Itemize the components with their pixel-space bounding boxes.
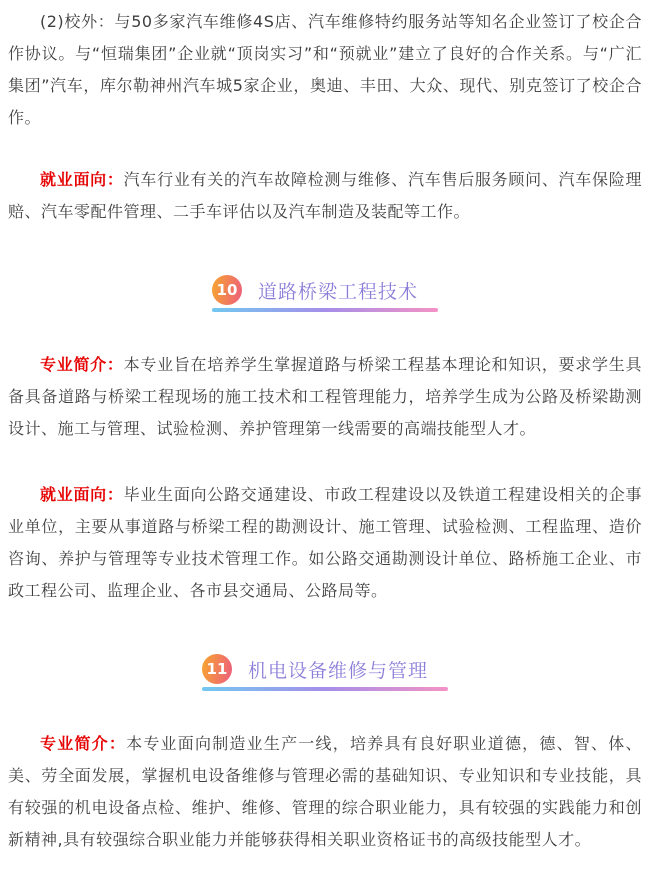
paragraph-section10-intro — [8, 349, 642, 445]
paragraph-campus-external — [8, 6, 642, 134]
paragraph-text: 毕业生面向公路交通建设、市政工程建设以及铁道工程建设相关的企事业单位，主要从事道路与桥梁工程的勘测设计、施工管理、试验检测、工程监理、造价咨询、养护与管理等专业技术管理工作。如公路交通勘测设计单位、路桥施工企业、市政工程公司、监理企业、各市县交通局、公路局等。 — [8, 485, 642, 600]
gradient-underline — [202, 687, 448, 691]
employment-label: 就业面向： — [40, 170, 124, 189]
section-number-badge: 11 — [202, 654, 232, 684]
section-title: 机电设备维修与管理 — [247, 659, 428, 682]
paragraph-section11-intro — [8, 728, 642, 856]
section-number-badge: 10 — [212, 275, 242, 305]
paragraph-section10-employment — [8, 479, 642, 607]
paragraph-text: 汽车行业有关的汽车故障检测与维修、汽车售后服务顾问、汽车保险理赔、汽车零配件管理、二手车评估以及汽车制造及装配等工作。 — [8, 170, 642, 221]
gradient-underline — [212, 308, 438, 312]
paragraph-text: (2)校外：与50多家汽车维修4S店、汽车维修特约服务站等知名企业签订了校企合作协议。与“恒瑞集团”企业就“顶岗实习”和“预就业”建立了良好的合作关系。与“广汇集团”汽车，库尔勒神州汽车城5家企业，奥迪、丰田、大众、现代、别克签订了校企合作。 — [8, 12, 642, 127]
paragraph-auto-employment — [8, 164, 642, 228]
section-title: 道路桥梁工程技术 — [257, 280, 418, 303]
paragraph-text: 本专业面向制造业生产一线，培养具有良好职业道德，德、智、体、美、劳全面发展，掌握机电设备维修与管理必需的基础知识、专业知识和专业技能，具有较强的机电设备点检、维护、维修、管理的综合职业能力，具有较强的实践能力和创新精神,具有较强综合职业能力并能够获得相关职业资格证书的高级技能型人才。 — [8, 734, 642, 849]
intro-label: 专业简介： — [40, 734, 127, 753]
paragraph-text: 本专业旨在培养学生掌握道路与桥梁工程基本理论和知识，要求学生具备具备道路与桥梁工程现场的施工技术和工程管理能力，培养学生成为公路及桥梁勘测设计、施工与管理、试验检测、养护管理第一线需要的高端技能型人才。 — [8, 355, 642, 438]
employment-label: 就业面向： — [40, 485, 124, 504]
section-header-mechatronics — [8, 654, 642, 691]
section-header-road-bridge — [8, 275, 642, 312]
intro-label: 专业简介： — [40, 355, 124, 374]
